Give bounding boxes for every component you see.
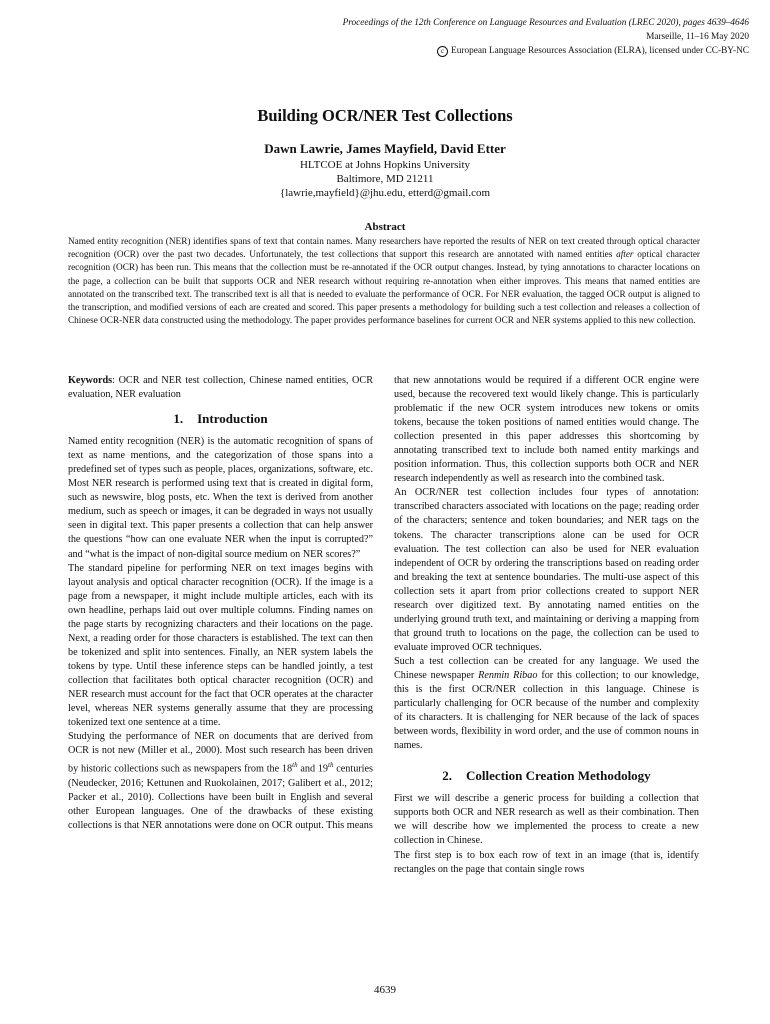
header-proceedings-line: Proceedings of the 12th Conference on Language Resources and Evaluation (LREC 2020), pages 4639–4646 [342,18,749,28]
methodology-paragraph-1: First we will describe a generic process for building a collection that supports both OCR and NER research as well as their combination. Then we will describe how we implemented the process to create a new collection in Chinese. [394,793,699,847]
intro-paragraph-3: Studying the performance of NER on documents that are derived from OCR is not new (Miller et al., 2000). Most such research has been driven by historic collections such as newspapers from the 18th and 19th centuries (Neudecker, 2016; Kettunen and Ruokolainen, 2017; Galibert et al., 2012; Packer et al., 2010). Collections have been built in English and several other European languages. One of the drawbacks of these existing collections is that NER annotations were done on OCR output. This means [68,731,374,831]
methodology-paragraph-2: The first step is to box each row of text in an image (that is, identify rectangles on the page that contain single rows [394,849,699,875]
page-number: 4639 [374,984,396,996]
intro-paragraph-2: The standard pipeline for performing NER on text images begins with layout analysis and optical character recognition (OCR). If the image is a page from a newspaper, it might include multiple articles, each with its own headline, perhaps laid out over multiple columns. Finding names on the page starts by recognizing characters and their locations on the page. Next, a reading order for those characters is established. The text can then be tokenized and split into sentences. Finally, an NER system labels the tokens by type. Until these inference steps can be handled jointly, a test collection that facilitates both optical character recognition (OCR) and NER research must account for the fact that OCR operates at the character level, whereas NER systems generally assume that they are processing tokenized text one sentence at a time. [68,562,373,729]
intro-paragraph-5: An OCR/NER test collection includes four types of annotation: transcribed characters associated with locations on the page; reading order of the characters; sentence and token boundaries; and NER tags on the tokens. The character transcriptions alone can be used for OCR evaluation. The test collection can also be used for NER evaluation independent of OCR by ordering the transcriptions based on reading order and breaking the text at sentence boundaries. The multi-use aspect of this collection sets it apart from prior collections created to support NER research over digitized text. By annotating named entities on the underlying ground truth text, and maintaining or deriving a mapping from that ground truth to locations on the page, the collection can be used to evaluate improved OCR techniques. [394,487,699,653]
header-license-text: European Language Resources Association (ELRA), licensed under CC-BY-NC [451,46,749,56]
section-heading-introduction: 1. Introduction [173,411,268,427]
paper-title: Building OCR/NER Test Collections [257,106,513,125]
section-heading-methodology: 2. Collection Creation Methodology [442,768,651,784]
header-location-line: Marseille, 11–16 May 2020 [646,32,749,42]
copyright-icon: c [437,46,448,57]
paper-authors: Dawn Lawrie, James Mayfield, David Etter [264,141,506,156]
newspaper-name: Renmin Ribao [478,669,538,681]
author-affiliation: HLTCOE at Johns Hopkins University [299,159,471,171]
left-column [68,374,373,833]
header-license-line [149,44,749,58]
abstract-heading: Abstract [364,221,406,233]
keywords-label: Keywords [68,375,113,386]
intro-paragraph-6: Such a test collection can be created for any language. We used the Chinese newspaper Renmin Ribao for this collection; to our knowledge, this is the first OCR/NER collection in this language. Chinese is particularly challenging for OCR because of the number and complexity of its characters. It is challenging for NER because of the lack of spaces between words, flexibility in word order, and the use of common nouns in names. [394,655,699,752]
keywords [68,374,373,402]
abstract-text: Named entity recognition (NER) identifies spans of text that contain names. Many researchers have reported the results of NER on text created through optical character recognition (OCR) over the past two decades. Unfortunately, the test collections that support this research are annotated with named entities after optical character recognition (OCR) has been run. This means that the collection must be re-annotated if the OCR output changes. Instead, by tying annotations to character locations on the page, a collection can be built that supports OCR and NER research without requiring re-annotation when either improves. This means that named entities are annotated on the transcribed text. The transcribed text is all that is needed to evaluate the performance of OCR. For NER evaluation, the tagged OCR output is aligned to the transcription, and modified versions of each are created and scored. This paper presents a methodology for building such a test collection and releases a collection of Chinese OCR-NER data constructed using the methodology. The paper provides performance baselines for current OCR and NER systems applied to this new collection. [68,237,700,327]
right-column [394,374,699,877]
intro-paragraph-4: that new annotations would be required if a different OCR engine were used, because the recovered text would likely change. This is particularly problematic if the new OCR system introduces new tokens or omits tokens, because the token positions of named entities would change. The collection presented in this paper addresses this shortcoming by annotating transcribed text to include both named entity markings and position information. Thus, this collection supports both OCR and NER research independently as well as research into the combined task. [394,375,699,485]
author-emails: {lawrie,mayfield}@jhu.edu, etterd@gmail.com [279,187,491,199]
author-location: Baltimore, MD 21211 [336,173,434,185]
abstract-emphasis: after [616,250,634,261]
keywords-text: : OCR and NER test collection, Chinese named entities, OCR evaluation, NER evaluation [68,375,373,401]
intro-paragraph-1: Named entity recognition (NER) is the automatic recognition of spans of text as name mentions, and the categorization of those spans into a predefined set of types such as people, places, organizations, software, etc. Most NER research is performed using text that is created in digital form, such as newswire, blog posts, etc. When the text is derived from another medium, such as speech or images, it can be degraded in ways not usually seen in digital text. This paper presents a collection that can help answer the questions “how can one evaluate NER when the input is corrupted?” and “what is the impact of non-digital source medium on NER scores?” [68,436,373,560]
